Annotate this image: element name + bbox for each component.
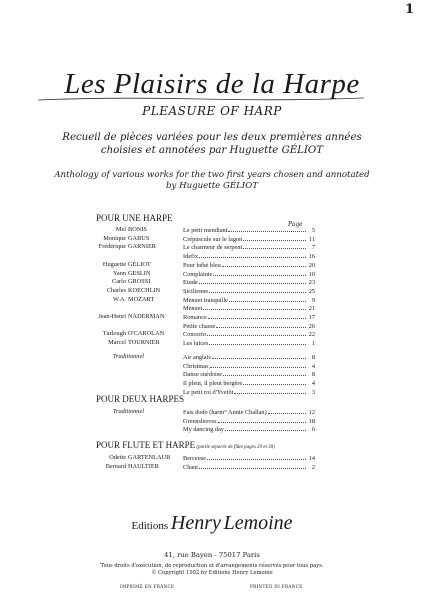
page-number-cell: 3 xyxy=(311,388,315,396)
dot-leader xyxy=(223,370,306,376)
piece-entry xyxy=(183,313,315,322)
toc-row xyxy=(60,339,320,347)
page-number-cell: 14 xyxy=(308,455,315,462)
page-number-cell: 20 xyxy=(308,261,315,269)
dot-leader xyxy=(207,330,306,336)
composer-first-name: Huguette xyxy=(102,260,126,268)
piece-entry xyxy=(183,339,315,348)
piece-title: Menuet xyxy=(183,305,203,313)
piece-title: Petite chasse xyxy=(183,322,216,330)
dot-leader xyxy=(208,313,306,319)
dot-leader xyxy=(199,278,306,284)
piece-title: Christmas xyxy=(183,362,209,370)
dot-leader xyxy=(268,408,306,414)
page-number-cell: 25 xyxy=(308,287,315,295)
page-number-cell: 23 xyxy=(308,279,315,287)
description-english: Anthology of various works for the two first years chosen and annotated by Huguette GÉLIOT xyxy=(54,170,370,191)
dot-leader xyxy=(225,425,306,431)
piece-entry xyxy=(183,454,315,463)
composer-last-name: HAULTIER xyxy=(128,462,159,470)
page-number: 1 xyxy=(404,2,414,17)
composer-first-name: Yann xyxy=(112,269,126,277)
toc-row xyxy=(60,454,320,462)
toc-row xyxy=(60,226,320,234)
page-number-cell: 4 xyxy=(311,379,315,387)
piece-entry xyxy=(183,425,315,434)
composer-last-name: GARTENLAUB xyxy=(128,454,171,461)
piece-entry xyxy=(183,261,315,270)
piece-entry xyxy=(183,304,315,313)
dot-leader xyxy=(209,339,306,345)
composer xyxy=(60,330,180,338)
composer-last-name: GABUS xyxy=(128,234,150,242)
dot-leader xyxy=(222,261,306,267)
toc-row xyxy=(60,370,320,378)
section-heading-note: (partie séparée de flûte pages 29 et 30) xyxy=(195,445,275,450)
composer-first-name: Bernard xyxy=(105,462,126,470)
piece-entry xyxy=(183,252,315,261)
dot-leader xyxy=(229,296,306,302)
copyright-text: © Copyright 1992 by Editions Henry Lemoine xyxy=(151,569,273,576)
page-number-cell: 1 xyxy=(311,340,315,348)
page-number-cell: 2 xyxy=(311,463,315,471)
composer-first-name: W.A. xyxy=(112,295,126,303)
composer-last-name: GÉLIOT xyxy=(128,260,151,268)
page-column-label: Page xyxy=(288,221,303,228)
piece-title: Menuet tranquille xyxy=(183,296,228,304)
publisher-name-a: Henry xyxy=(170,512,221,534)
composer-first-name: Monique xyxy=(103,234,126,242)
toc-row xyxy=(60,261,320,269)
toc-row xyxy=(60,330,320,338)
dot-leader xyxy=(199,252,306,258)
piece-entry xyxy=(183,388,315,397)
composer-last-name: GROSSI xyxy=(128,278,151,286)
piece-title: Complainte xyxy=(183,270,213,278)
piece-entry xyxy=(183,226,315,235)
piece-entry xyxy=(183,408,315,417)
dot-leader xyxy=(199,463,306,469)
composer xyxy=(60,313,180,321)
composer xyxy=(60,243,180,251)
piece-title: My dancing day xyxy=(183,426,224,434)
toc-row xyxy=(60,353,320,361)
toc-row xyxy=(60,425,320,433)
piece-entry xyxy=(183,379,315,388)
page-number-cell: 10 xyxy=(308,270,315,278)
dot-leader xyxy=(218,417,306,423)
piece-entry xyxy=(183,235,315,244)
section-heading-text: POUR UNE HARPE xyxy=(96,213,173,223)
piece-title: Crépuscule sur le lagon xyxy=(183,235,243,243)
dot-leader xyxy=(207,454,306,460)
toc-row xyxy=(60,463,320,471)
dot-leader xyxy=(209,287,306,293)
description-french: Recueil de pièces variées pour les deux premières années choisies et annotées par Huguette GÉLIOT xyxy=(62,132,362,156)
piece-entry xyxy=(183,270,315,279)
composer xyxy=(60,408,180,416)
piece-title: Etude xyxy=(183,279,198,287)
piece-title: Le petit mendiant xyxy=(183,227,228,234)
piece-title: Chant xyxy=(183,463,199,471)
page-number-cell: 16 xyxy=(308,253,315,261)
piece-title: Le charmeur de serpent xyxy=(183,244,243,252)
piece-title: Concerto xyxy=(183,331,207,339)
piece-title: Danse suédoise xyxy=(183,371,222,379)
toc-row xyxy=(60,322,320,330)
dot-leader xyxy=(203,304,306,310)
piece-entry xyxy=(183,417,315,426)
dot-leader xyxy=(212,353,306,359)
composer xyxy=(60,454,180,462)
piece-entry xyxy=(183,243,315,252)
dot-leader xyxy=(210,362,306,368)
composer xyxy=(60,353,180,361)
toc-row xyxy=(60,313,320,321)
toc-row xyxy=(60,362,320,370)
publisher-address: 41, rue Bayen - 75017 Paris xyxy=(164,551,260,559)
composer xyxy=(60,463,180,471)
toc-row xyxy=(60,408,320,416)
composer xyxy=(60,226,180,234)
page-number-cell: 21 xyxy=(308,305,315,313)
piece-title: Air anglais xyxy=(183,353,211,361)
toc-row xyxy=(60,379,320,387)
piece-title: Il pleut, il pleut bergère xyxy=(183,379,243,387)
composer xyxy=(60,287,180,295)
piece-title: Le petit roi d'Yvetôt xyxy=(183,388,234,396)
page-number-cell: 8 xyxy=(311,371,315,379)
composer-first-name: Charles xyxy=(106,286,126,294)
page-number-cell: 18 xyxy=(308,417,315,425)
toc-row xyxy=(60,296,320,304)
composer-last-name: KOECHLIN xyxy=(128,286,161,294)
page-number-cell: 22 xyxy=(308,331,315,339)
dot-leader xyxy=(243,243,306,249)
piece-title: Pour bébé bleu xyxy=(183,261,221,269)
composer-traditional: Traditionnel xyxy=(112,352,144,360)
piece-entry xyxy=(183,353,315,362)
composer-last-name: TOURNIER xyxy=(128,339,160,347)
composer xyxy=(60,235,180,243)
publisher-name-b: Lemoine xyxy=(223,512,293,534)
piece-title: Les lutces xyxy=(183,340,209,348)
composer-first-name: Turlough xyxy=(102,330,126,338)
piece-entry xyxy=(183,370,315,379)
piece-entry xyxy=(183,463,315,472)
dot-leader xyxy=(243,379,306,385)
piece-entry xyxy=(183,278,315,287)
composer-first-name: Jean-Henri xyxy=(98,313,126,320)
page-number-cell: 8 xyxy=(311,353,315,361)
page-number-cell: 6 xyxy=(311,426,315,434)
dot-leader xyxy=(213,270,306,276)
piece-title: Romance xyxy=(183,314,207,321)
composer xyxy=(60,296,180,304)
publisher-prefix: Editions xyxy=(131,520,169,532)
composer-traditional: Traditionnel xyxy=(112,408,144,415)
composer-last-name: GESLIN xyxy=(128,269,151,277)
piece-title: Greensleeves xyxy=(183,417,217,425)
composer-last-name: NADERMAN xyxy=(128,313,165,320)
rights-notice xyxy=(60,563,364,577)
toc-row xyxy=(60,235,320,243)
dot-leader xyxy=(216,322,306,328)
page-number-cell: 4 xyxy=(311,362,315,370)
composer-first-name: Mel xyxy=(115,226,126,233)
toc-row xyxy=(60,270,320,278)
toc-row xyxy=(60,243,320,251)
section-heading-text: POUR FLUTE ET HARPE xyxy=(96,440,196,450)
page-number-cell: 17 xyxy=(308,314,315,321)
composer-first-name: Odette xyxy=(109,454,126,461)
section-heading xyxy=(96,440,275,450)
piece-title: Fais dodo (harm° Annie Challan) xyxy=(183,409,267,416)
toc-row xyxy=(60,278,320,286)
page-number-cell: 26 xyxy=(308,322,315,330)
composer-first-name: Carlo xyxy=(112,278,126,286)
composer xyxy=(60,270,180,278)
section-heading-text: POUR DEUX HARPES xyxy=(96,394,185,404)
toc-row xyxy=(60,417,320,425)
page-number-cell: 5 xyxy=(311,227,315,234)
page-number-cell: 11 xyxy=(308,235,315,243)
piece-entry xyxy=(183,330,315,339)
page-number-cell: 9 xyxy=(311,296,315,304)
piece-title: Idefix xyxy=(183,253,199,261)
toc-row xyxy=(60,304,320,312)
page-number-cell: 12 xyxy=(308,409,315,416)
composer-first-name: Frédérique xyxy=(98,243,126,251)
composer-last-name: GARNIER xyxy=(128,243,156,251)
composer-last-name: MOZART xyxy=(128,295,155,303)
page-title: Les Plaisirs de la Harpe xyxy=(64,68,360,100)
section-heading xyxy=(96,394,184,404)
toc-row xyxy=(60,252,320,260)
section-heading xyxy=(96,213,173,223)
piece-title: Berceuse xyxy=(183,455,207,462)
rights-text: Tous droits d'exécution, de reproduction et d'arrangements réservés pour tous pays. xyxy=(100,563,324,569)
page-subtitle: PLEASURE OF HARP xyxy=(142,104,282,118)
toc-row xyxy=(60,287,320,295)
composer xyxy=(60,339,180,347)
piece-entry xyxy=(183,296,315,305)
composer-first-name: Marcel xyxy=(108,339,126,347)
dot-leader xyxy=(234,388,306,394)
dot-leader xyxy=(243,235,306,241)
imprint-en: PRINTED IN FRANCE xyxy=(250,584,303,589)
publisher-logo xyxy=(0,512,424,535)
composer xyxy=(60,261,180,269)
composer-last-name: O'CAROLAN xyxy=(128,330,165,338)
title-swash-ornament xyxy=(36,96,366,102)
piece-entry xyxy=(183,287,315,296)
composer-last-name: BONIS xyxy=(128,226,147,233)
piece-title: Sicilienne xyxy=(183,287,209,295)
dot-leader xyxy=(228,226,306,232)
composer xyxy=(60,278,180,286)
piece-entry xyxy=(183,362,315,371)
piece-entry xyxy=(183,322,315,331)
imprint-fr: IMPRIMÉ EN FRANCE xyxy=(120,584,175,589)
page-number-cell: 7 xyxy=(311,244,315,252)
